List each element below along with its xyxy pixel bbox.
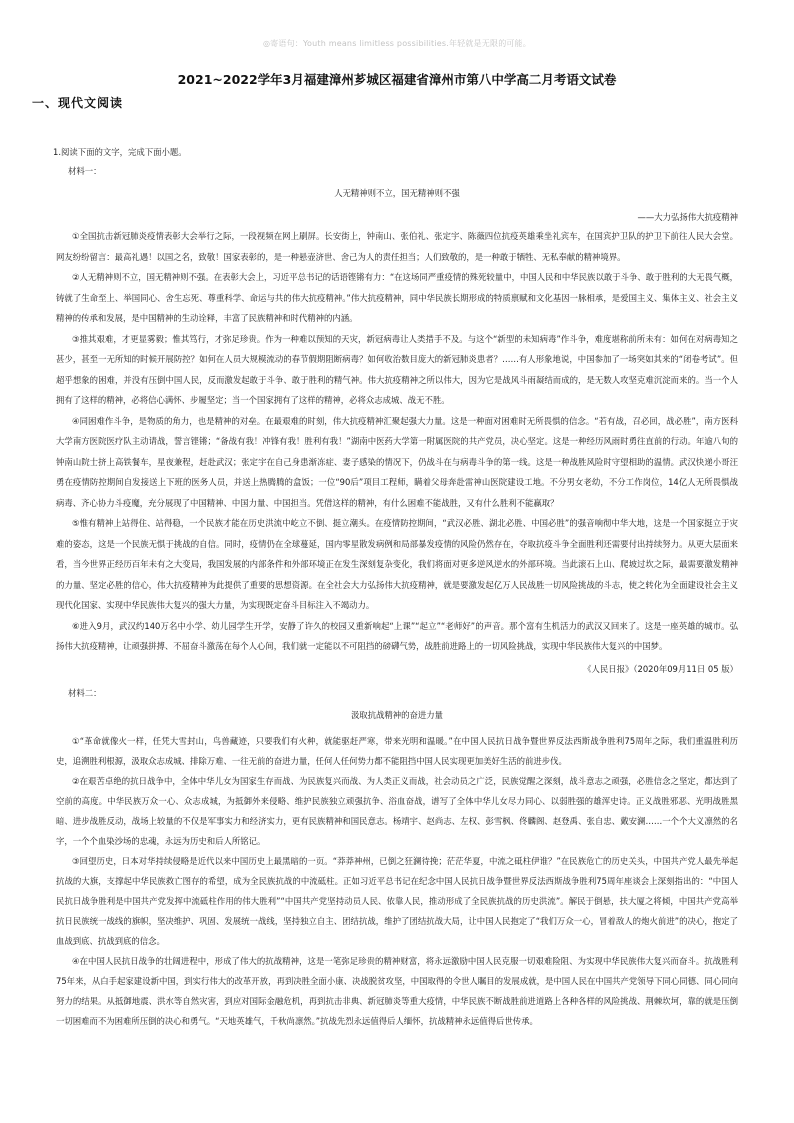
material-two-paragraph: ①“革命就像火一样，任凭大雪封山，鸟兽藏迹，只要我们有火种，就能驱赶严寒，带来光明和温暖。”在中国人民抗日战争暨世界反法西斯战争胜利75周年之际，我们重温胜利历史，追溯胜利根源，汲取众志成城、排除万难、一往无前的奋进力量，任何人任何势力都不能阻挡中国人民实现更加美好生活的前进步伐。 <box>56 735 738 766</box>
material-one-paragraph: ①全国抗击新冠肺炎疫情表彰大会举行之际，一段视频在网上刷屏。长安街上，钟南山、张伯礼、张定宇、陈薇四位抗疫英雄乘坐礼宾车，在国宾护卫队的护卫下前往人民大会堂。网友纷纷留言：最高礼遇！以国之名，致敬！国家表彰的，是一种悬壶济世、舍己为人的责任担当；人们致敬的，是一种敢于牺牲、无私奉献的精神境界。 <box>56 231 738 262</box>
watermark-text: ◎寄语句：Youth means limitless possibilities.年轻就是无限的可能。 <box>262 39 531 48</box>
document-title: 2021~2022学年3月福建漳州芗城区福建省漳州市第八中学高二月考语文试卷 <box>177 72 617 87</box>
material-two-paragraph: ④在中国人民抗日战争的壮阔进程中，形成了伟大的抗战精神，这是一笔弥足珍贵的精神财富，将永远激励中国人民克服一切艰难险阻、为实现中华民族伟大复兴而奋斗。抗战胜利75年来，从白手起家建设新中国，到实行伟大的改革开放，再到决胜全面小康、决战脱贫攻坚，中国取得的令世人瞩目的发展成就，是中国人民在中国共产党领导下同心同德、同心同向努力的结果。从抵御地震、洪水等自然灾害，到应对国际金融危机，再到抗击非典、新冠肺炎等重大疫情，中华民族不断战胜前进道路上各种各样的风险挑战、荆棘坎坷，靠的就是压倒一切困难而不为困难所压倒的决心和勇气。“天地英雄气，千秋尚凛然。”抗战先烈永远值得后人缅怀，抗战精神永远值得后世传承。 <box>56 955 738 1026</box>
material-one-paragraph: ⑤惟有精神上站得住、站得稳，一个民族才能在历史洪流中屹立不倒、挺立潮头。在疫情防控期间，“武汉必胜、湖北必胜、中国必胜”的强音响彻中华大地，这是一个国家挺立于灾难的姿态，这是一个民族无惧于挑战的自信。同时，疫情仍在全球蔓延，国内零星散发病例和局部暴发疫情的风险仍然存在，夺取抗疫斗争全面胜利还需要付出持续努力。从更大层面来看，当今世界正经历百年未有之大变局，我国发展的内部条件和外部环境正在发生深刻复杂变化，我们将面对更多逆风逆水的外部环境。当此滚石上山、爬坡过坎之际，最需要激发精神的力量、坚定必胜的信心，伟大抗疫精神为此提供了重要的思想资源。在全社会大力弘扬伟大抗疫精神，就是要激发起亿万人民战胜一切风险挑战的斗志，使之转化为全面建设社会主义现代化国家、实现中华民族伟大复兴的强大力量，为实现既定奋斗目标注入不竭动力。 <box>56 518 738 610</box>
material-two-paragraph: ③回望历史，日本对华持续侵略是近代以来中国历史上最黑暗的一页。“莽莽神州，已倒之狂澜待挽；茫茫华夏，中流之砥柱伊谁？”在民族危亡的历史关头，中国共产党人最先举起抗战的大旗，支撑起中华民族救亡图存的希望，成为全民族抗战的中流砥柱。正如习近平总书记在纪念中国人民抗日战争暨世界反法西斯战争胜利75周年座谈会上深刻指出的：“中国人民抗日战争胜利是中国共产党发挥中流砥柱作用的伟大胜利”“中国共产党坚持动员人民、依靠人民，推动形成了全民族抗战的历史洪流”。解民于倒悬，扶大厦之将倾，中国共产党高举抗日民族统一战线的旗帜，坚决维护、巩固、发展统一战线，坚持独立自主、团结抗战，维护了团结抗战大局，让中国人民抱定了“我们万众一心，冒着敌人的炮火前进”的决心，抱定了血战到底、抗战到底的信念。 <box>56 855 738 946</box>
question-prompt: 1.阅读下面的文字，完成下面小题。 <box>53 147 187 157</box>
material-one-paragraph: ③推其艰难，才更显雾毅；惟其笃行，才弥足珍贵。作为一种难以预知的天灾，新冠病毒让人类措手不及。与这个“新型的未知病毒”作斗争，难度堪称前所未有：如何在对病毒知之甚少，甚至一无所知的时候开展防控？如何在人员大规模流动的春节假期阻断病毒？如何收治数目庞大的新冠肺炎患者？……有人形象地说，中国参加了一场突如其来的“闭卷考试”。但超乎想象的困难，并没有压倒中国人民，反而激发起敢于斗争、敢于胜利的精气神。伟大抗疫精神之所以伟大，因为它是战风斗雨凝结而成的，是无数人攻坚克难沉淀而来的。当一个人拥有了这样的精神，必将信心满怀、步履坚定；当一个国家拥有了这样的精神，必将众志成城、战无不胜。 <box>56 333 738 405</box>
material-one-subtitle: ——大力弘扬伟大抗疫精神 <box>637 212 738 222</box>
material-two-label: 材料二： <box>68 687 102 698</box>
document-body <box>53 144 738 1031</box>
material-one-title: 人无精神则不立，国无精神则不强 <box>334 188 460 198</box>
section-title: 一、现代文阅读 <box>32 96 124 110</box>
material-one-paragraph: ④同困难作斗争，是物质的角力，也是精神的对垒。在最艰难的时刻，伟大抗疫精神汇聚起强大力量。这是一种面对困难时无所畏惧的信念。“若有战，召必回，战必胜”，南方医科大学南方医院医疗队主动请战，誓言铿锵；“备战有我！冲锋有我！胜利有我！”湖南中医药大学第一附属医院的共产党员，决心坚定。这是一种经历风雨时勇往直前的行动。年逾八旬的钟南山院士挤上高铁餐车，星夜兼程，赶赴武汉；张定宇在自己身患渐冻症、妻子感染的情况下，仍战斗在与病毒斗争的第一线。这是一种战胜风险时守望相助的温情。武汉快递小哥汪勇在疫情防控期间自发接送上下班的医务人员，并送上热腾腾的盒饭；一位“90后”项目工程师，瞒着父母奔赴雷神山医院建设工地。不分男女老幼，不分工作岗位，14亿人无所畏惧战病毒、齐心协力斗疫魔，充分展现了中国精神、中国力量、中国担当。凭借这样的精神，有什么困难不能战胜，又有什么胜利不能赢取？ <box>56 415 738 508</box>
material-one-source: 《人民日报》（2020年09月11日 05 版） <box>583 663 738 674</box>
material-one-paragraph: ⑥进入9月，武汉约140万名中小学、幼儿园学生开学，安静了许久的校园又重新响起“上课”“起立”“老师好”的声音。那个富有生机活力的武汉又回来了。这是一座英雄的城市。弘扬伟大抗疫精神，让顽强拼搏、不屈奋斗激荡在每个人心间，我们就一定能以不可阻挡的磅礴气势，战胜前进路上的一切风险挑战，实现中华民族伟大复兴的中国梦。 <box>56 620 738 651</box>
material-two-title: 汲取抗战精神的奋进力量 <box>350 709 444 720</box>
material-two-paragraph: ②在艰苦卓绝的抗日战争中，全体中华儿女为国家生存而战、为民族复兴而战、为人类正义而战，社会动员之广泛，民族觉醒之深刻，战斗意志之顽强，必胜信念之坚定，都达到了空前的高度。中华民族万众一心、众志成城，为抵御外来侵略、维护民族独立顽强抗争、浴血奋战，谱写了全体中华儿女尽力同心、以弱胜强的雄浑史诗。正义战胜邪恶、光明战胜黑暗、进步战胜反动，战场上较量的不仅是军事实力和经济实力，更有民族精神和国民意志。杨靖宇、赵尚志、左权、彭雪枫、佟麟阁、赵登禹、张自忠、戴安澜……一个个大义凛然的名字，一个个血染沙场的忠魂，永远为历史和后人所铭记。 <box>56 775 738 846</box>
material-one-paragraph: ②人无精神则不立，国无精神则不强。在表彰大会上，习近平总书记的话语铿锵有力：“在这场同严重疫情的殊死较量中，中国人民和中华民族以敢于斗争、敢于胜利的大无畏气概，铸就了生命至上、举国同心、舍生忘死、尊重科学、命运与共的伟大抗疫精神。”伟大抗疫精神，同中华民族长期形成的特质禀赋和文化基因一脉相承，是爱国主义、集体主义、社会主义精神的传承和发展，是中国精神的生动诠释，丰富了民族精神和时代精神的内涵。 <box>56 272 738 323</box>
material-one-label: 材料一： <box>68 166 102 176</box>
